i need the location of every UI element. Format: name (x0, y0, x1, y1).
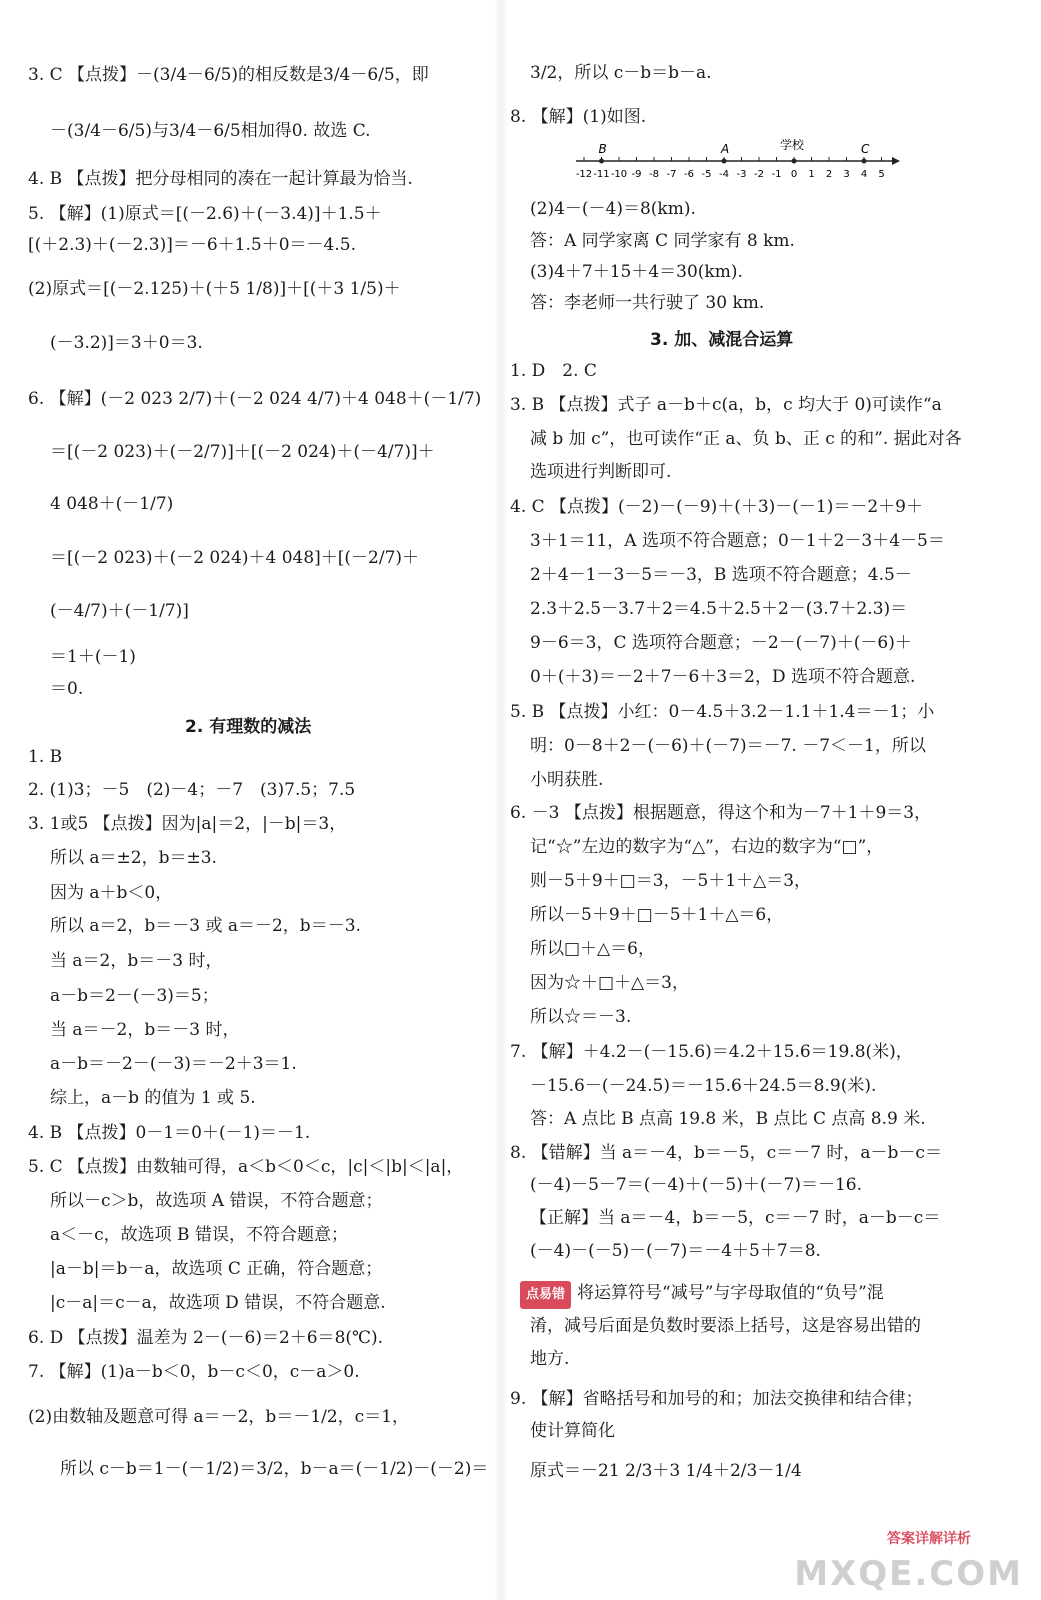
text-line: 使计算简化 (530, 1421, 615, 1441)
text-line: 3. 1或5 【点拨】因为|a|＝2，|－b|＝3， (28, 814, 347, 834)
text-line: 4. C 【点拨】(－2)－(－9)＋(＋3)－(－1)＝－2＋9＋ (510, 497, 923, 517)
text-line: ＝1＋(－1) (50, 647, 136, 667)
text-line: 1. B (28, 747, 63, 767)
label-c: C (861, 142, 870, 156)
text-line: 5. 【解】(1)原式＝[(－2.6)＋(－3.4)]＋1.5＋ (28, 204, 382, 224)
tip-text: 将运算符号“减号”与字母取值的“负号”混 (577, 1283, 884, 1303)
text-line: 7. 【解】(1)a－b＜0，b－c＜0，c－a＞0. (28, 1362, 360, 1382)
tick-label: -11 (593, 169, 610, 180)
label-b: B (598, 142, 607, 156)
text-line: 4. B 【点拨】把分母相同的凑在一起计算最为恰当. (28, 169, 413, 189)
number-line-figure (570, 135, 900, 185)
text-line: (2)由数轴及题意可得 a＝－2，b＝－1/2，c＝1， (28, 1407, 410, 1427)
page-fold (494, 0, 508, 1600)
tick-label: -5 (701, 169, 712, 180)
text-line: 淆，减号后面是负数时要添上括号，这是容易出错的 (530, 1316, 921, 1336)
label-school: 学校 (780, 138, 805, 152)
tick-label: 4 (860, 169, 868, 180)
text-line: 答：A 同学家离 C 同学家有 8 km. (530, 231, 795, 251)
text-line: 地方. (530, 1349, 570, 1369)
text-line: 8. 【解】(1)如图. (510, 107, 647, 127)
text-line: (2)原式＝[(－2.125)＋(＋5 1/8)]＋[(＋3 1/5)＋ (28, 279, 401, 299)
point-marker (862, 159, 867, 164)
point-marker (599, 159, 604, 164)
text-line: 所以 a＝2，b＝－3 或 a＝－2，b＝－3. (50, 916, 361, 936)
tick-label: -12 (575, 169, 593, 180)
text-line: 4. B 【点拨】0－1＝0＋(－1)＝－1. (28, 1123, 311, 1143)
text-line: 明：0－8＋2－(－6)＋(－7)＝－7. －7＜－1，所以 (530, 736, 926, 756)
watermark: MXQE.COM (794, 1554, 1023, 1594)
text-line: 3. B 【点拨】式子 a－b＋c(a，b，c 均大于 0)可读作“a (510, 395, 942, 415)
text-line: 当 a＝－2，b＝－3 时， (50, 1020, 240, 1040)
text-line: 选项进行判断即可. (530, 462, 672, 482)
text-line: 所以－5＋9＋□－5＋1＋△＝6， (530, 905, 784, 925)
text-line: 答：A 点比 B 点高 19.8 米，B 点比 C 点高 8.9 米. (530, 1109, 926, 1129)
tick-label: 2 (825, 169, 833, 180)
tip-line (520, 1280, 884, 1309)
text-line: 小明获胜. (530, 770, 604, 790)
section-heading: 3. 加、减混合运算 (650, 330, 794, 350)
tick-label: 0 (790, 169, 798, 180)
text-line: |a－b|＝b－a，故选项 C 正确，符合题意； (50, 1259, 383, 1279)
text-line: [(＋2.3)＋(－2.3)]＝－6＋1.5＋0＝－4.5. (28, 235, 356, 255)
text-line: 2＋4－1－3－5＝－3，B 选项不符合题意；4.5－ (530, 565, 912, 585)
tick-label: -9 (631, 169, 642, 180)
text-line: 5. C 【点拨】由数轴可得，a＜b＜0＜c，|c|＜|b|＜|a|， (28, 1157, 464, 1177)
text-line: 答：李老师一共行驶了 30 km. (530, 293, 765, 313)
tick-label: 1 (808, 169, 815, 180)
point-marker (792, 159, 797, 164)
tick-label: -6 (684, 169, 694, 180)
text-line: 5. B 【点拨】小红：0－4.5＋3.2－1.1＋1.4＝－1；小 (510, 702, 935, 722)
text-line: 9. 【解】省略括号和加号的和；加法交换律和结合律； (510, 1389, 923, 1409)
tick-label: -7 (666, 169, 677, 180)
text-line: 所以☆＝－3. (530, 1007, 632, 1027)
text-line: 3＋1＝11，A 选项不符合题意；0－1＋2－3＋4－5＝ (530, 531, 945, 551)
text-line: 6. D 【点拨】温差为 2－(－6)＝2＋6＝8(℃). (28, 1328, 384, 1348)
tick-label: -4 (719, 169, 729, 180)
text-line: (－4/7)＋(－1/7)] (50, 601, 189, 621)
text-line: 则－5＋9＋□＝3，－5＋1＋△＝3， (530, 871, 812, 891)
text-line: 6. 【解】(－2 023 2/7)＋(－2 024 4/7)＋4 048＋(－1/7) (28, 389, 482, 409)
text-line: (－4)－(－5)－(－7)＝－4＋5＋7＝8. (530, 1241, 821, 1261)
text-line: 2. (1)3；－5 (2)－4；－7 (3)7.5；7.5 (28, 780, 356, 800)
tick-label: -8 (649, 169, 659, 180)
text-line: 6. －3 【点拨】根据题意，得这个和为－7＋1＋9＝3， (510, 803, 932, 823)
tick-label: -3 (736, 169, 747, 180)
text-line: 2.3＋2.5－3.7＋2＝4.5＋2.5＋2－(3.7＋2.3)＝ (530, 599, 908, 619)
label-a: A (721, 142, 730, 156)
text-line: 记“☆”左边的数字为“△”，右边的数字为“□”， (530, 837, 884, 857)
tick-label: -10 (610, 169, 628, 180)
text-line: 所以 c－b＝1－(－1/2)＝3/2，b－a＝(－1/2)－(－2)＝ (60, 1459, 489, 1479)
point-marker (722, 159, 727, 164)
text-line: a－b＝2－(－3)＝5； (50, 986, 219, 1006)
text-line: 8. 【错解】当 a＝－4，b＝－5，c＝－7 时，a－b－c＝ (510, 1143, 942, 1163)
text-line: －15.6－(－24.5)＝－15.6＋24.5＝8.9(米). (530, 1076, 877, 1096)
text-line: 综上，a－b 的值为 1 或 5. (50, 1088, 256, 1108)
text-line: －(3/4－6/5)与3/4－6/5相加得0. 故选 C. (50, 121, 371, 141)
text-line: 9－6＝3，C 选项符合题意；－2－(－7)＋(－6)＋ (530, 633, 912, 653)
text-line: (3)4＋7＋15＋4＝30(km). (530, 262, 743, 282)
text-line: 当 a＝2，b＝－3 时， (50, 951, 223, 971)
text-line: 所以－c＞b，故选项 A 错误，不符合题意； (50, 1191, 383, 1211)
section-heading: 2. 有理数的减法 (185, 717, 312, 737)
tick-label: -2 (754, 169, 764, 180)
text-line: 减 b 加 c”，也可读作“正 a、负 b、正 c 的和”. 据此对各 (530, 429, 962, 449)
text-line: ＝[(－2 023)＋(－2/7)]＋[(－2 024)＋(－4/7)]＋ (50, 442, 435, 462)
text-line: 因为☆＋□＋△＝3， (530, 973, 689, 993)
text-line: 0＋(＋3)＝－2＋7－6＋3＝2，D 选项不符合题意. (530, 667, 916, 687)
text-line: a＜－c，故选项 B 错误，不符合题意； (50, 1225, 348, 1245)
text-line: 所以□＋△＝6， (530, 939, 655, 959)
text-line: 原式＝－21 2/3＋3 1/4＋2/3－1/4 (530, 1461, 802, 1481)
tick-label: 3 (843, 169, 850, 180)
text-line: a－b＝－2－(－3)＝－2＋3＝1. (50, 1054, 297, 1074)
text-line: ＝[(－2 023)＋(－2 024)＋4 048]＋[(－2/7)＋ (50, 548, 420, 568)
text-line: (－4)－5－7＝(－4)＋(－5)＋(－7)＝－16. (530, 1175, 862, 1195)
text-line: 4 048＋(－1/7) (50, 494, 174, 514)
footer-label: 答案详解详析 (887, 1531, 971, 1547)
text-line: 所以 a＝±2，b＝±3. (50, 848, 217, 868)
text-line: |c－a|＝c－a，故选项 D 错误，不符合题意. (50, 1293, 386, 1313)
text-line: 因为 a＋b＜0， (50, 883, 173, 903)
text-line: ＝0. (50, 679, 84, 699)
text-line: 【正解】当 a＝－4，b＝－5，c＝－7 时，a－b－c＝ (530, 1208, 941, 1228)
text-line: 1. D 2. C (510, 361, 597, 381)
text-line: (2)4－(－4)＝8(km). (530, 199, 696, 219)
tip-badge: 点易错 (520, 1281, 571, 1309)
arrow-head-icon (892, 157, 900, 165)
tick-label: 5 (878, 169, 885, 180)
text-line: (－3.2)]＝3＋0＝3. (50, 333, 203, 353)
text-line: 3/2，所以 c－b＝b－a. (530, 63, 712, 83)
text-line: 3. C 【点拨】－(3/4－6/5)的相反数是3/4－6/5，即 (28, 65, 429, 85)
tick-label: -1 (771, 169, 782, 180)
text-line: 7. 【解】＋4.2－(－15.6)＝4.2＋15.6＝19.8(米)， (510, 1042, 913, 1062)
